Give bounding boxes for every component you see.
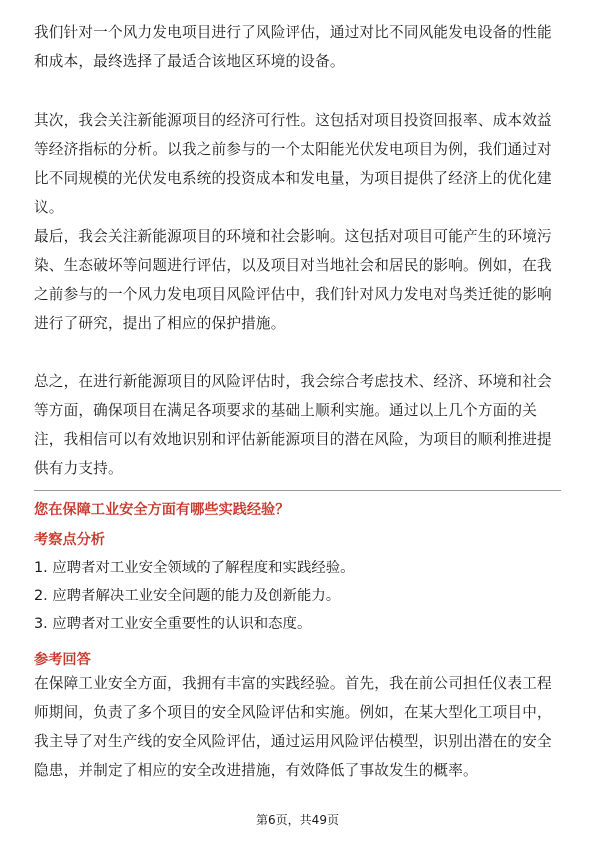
- paragraph-conclusion: 总之，在进行新能源项目的风险评估时，我会综合考虑技术、经济、环境和社会等方面，确保项目在满足各项要求的基础上顺利实施。通过以上几个方面的关注，我相信可以有效地识别和评估新能源项目的潜在风险，为项目的顺利推进提供有力支持。: [34, 373, 552, 477]
- document-page: [34, 0, 561, 842]
- section-divider: [34, 490, 561, 491]
- analysis-point: 2. 应聘者解决工业安全问题的能力及创新能力。: [34, 588, 341, 604]
- analysis-point: 3. 应聘者对工业安全重要性的认识和态度。: [34, 616, 312, 632]
- paragraph-economic-feasibility: 其次，我会关注新能源项目的经济可行性。这包括对项目投资回报率、成本效益等经济指标的分析。以我之前参与的一个太阳能光伏发电项目为例，我们通过对比不同规模的光伏发电系统的投资成本和发电量，为项目提供了经济上的优化建议。: [34, 112, 552, 216]
- paragraph-environmental-impact: 最后，我会关注新能源项目的环境和社会影响。这包括对项目可能产生的环境污染、生态破坏等问题进行评估，以及项目对当地社会和居民的影响。例如，在我之前参与的一个风力发电项目风险评估中，我们针对风力发电对鸟类迁徙的影响进行了研究，提出了相应的保护措施。: [34, 228, 552, 332]
- question-title: 您在保障工业安全方面有哪些实践经验？: [34, 502, 290, 518]
- analysis-point: 1. 应聘者对工业安全领域的了解程度和实践经验。: [34, 560, 355, 576]
- answer-label: 参考回答: [34, 652, 91, 668]
- paragraph-wind-power-assessment: 我们针对一个风力发电项目进行了风险评估，通过对比不同风能发电设备的性能和成本，最终选择了最适合该地区环境的设备。: [34, 24, 552, 70]
- page-number-footer: 第6页，共49页: [256, 813, 339, 827]
- reference-answer: 在保障工业安全方面，我拥有丰富的实践经验。首先，我在前公司担任仪表工程师期间，负责了多个项目的安全风险评估和实施。例如，在某大型化工项目中，我主导了对生产线的安全风险评估，通过运用风险评估模型，识别出潜在的安全隐患，并制定了相应的安全改进措施，有效降低了事故发生的概率。: [34, 675, 552, 779]
- analysis-label: 考察点分析: [34, 532, 105, 548]
